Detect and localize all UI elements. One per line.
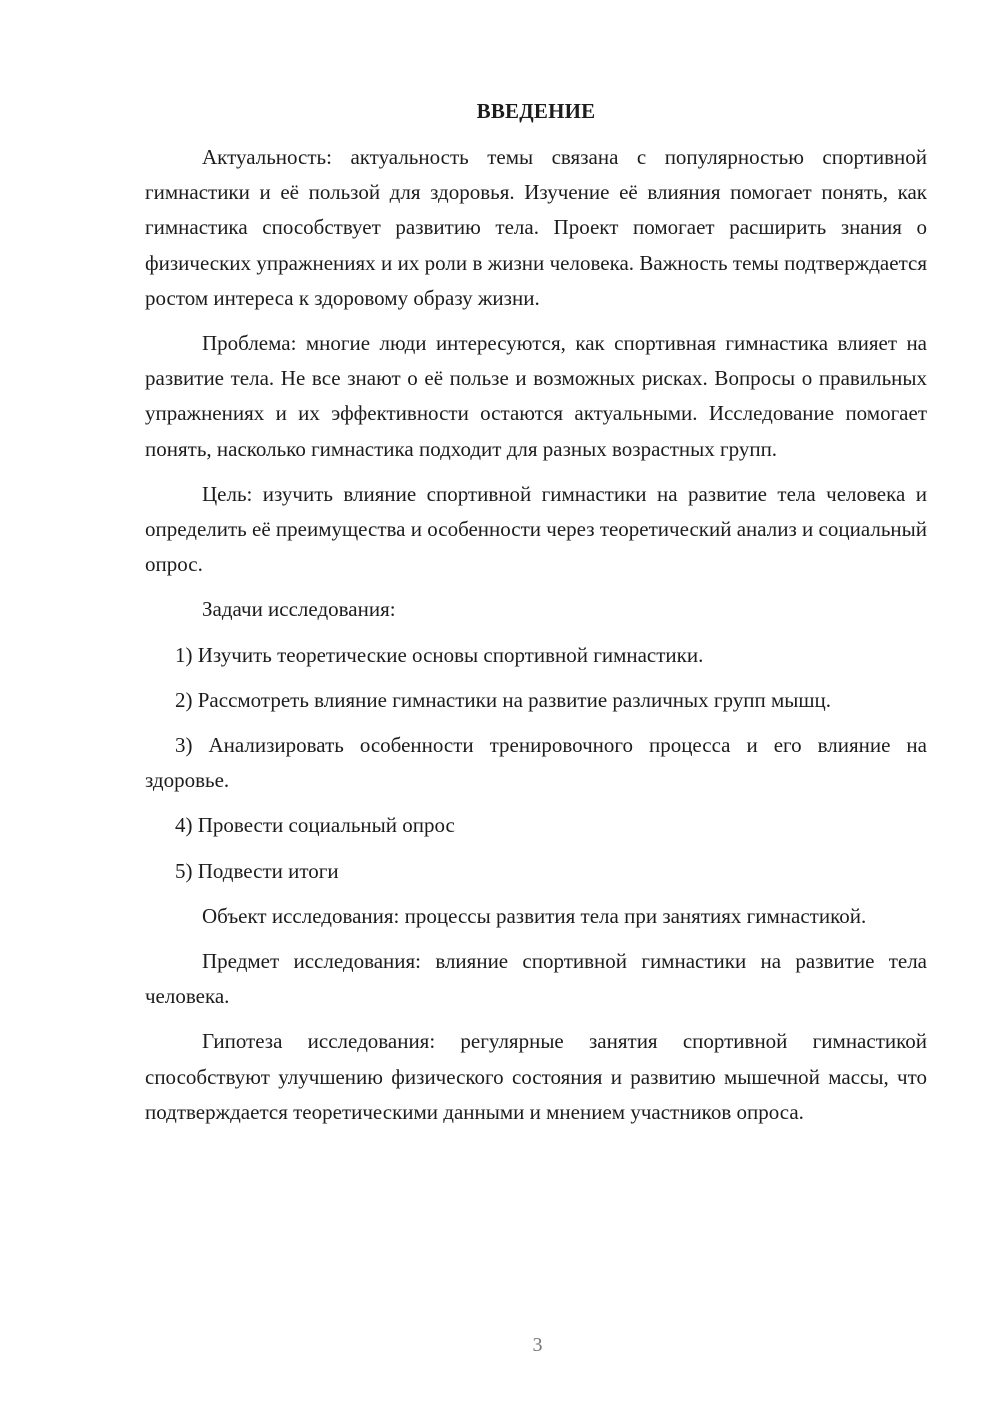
paragraph-subject: Предмет исследования: влияние спортивной гимнастики на развитие тела человека. [145,949,927,1009]
paragraph-goal: Цель: изучить влияние спортивной гимнастики на развитие тела человека и определить её преимущества и особенности через теоретический анализ и социальный опрос. [145,481,927,577]
list-item-task-4: 4) Провести социальный опрос [175,813,455,838]
paragraph-problem: Проблема: многие люди интересуются, как спортивная гимнастика влияет на развитие тела. Не все знают о её пользе и возможных рисках. Вопросы о правильных упражнениях и их эффективности остаются актуальными. Исследование помогает понять, насколько гимнастика подходит для разных возрастных групп. [145,331,927,461]
list-item-task-2: 2) Рассмотреть влияние гимнастики на развитие различных групп мышц. [175,687,832,712]
paragraph-hypothesis: Гипотеза исследования: регулярные занятия спортивной гимнастикой способствуют улучшению физического состояния и развитию мышечной массы, что подтверждается теоретическими данными и мнением участников опроса. [145,1029,927,1124]
document-page [145,96,927,1140]
list-item-task-5: 5) Подвести итоги [175,858,339,883]
page-number: 3 [532,1334,543,1356]
paragraph-object: Объект исследования: процессы развития тела при занятиях гимнастикой. [202,903,867,928]
page-title: ВВЕДЕНИЕ [476,99,596,123]
list-item-task-1: 1) Изучить теоретические основы спортивной гимнастики. [175,642,704,667]
tasks-heading: Задачи исследования: [202,597,396,622]
paragraph-relevance: Актуальность: актуальность темы связана с популярностью спортивной гимнастики и её пользой для здоровья. Изучение её влияния помогает понять, как гимнастика способствует развитию тела. Проект помогает расширить знания о физических упражнениях и их роли в жизни человека. Важность темы подтверждается ростом интереса к здоровому образу жизни. [145,145,927,310]
list-item-task-3: 3) Анализировать особенности тренировочного процесса и его влияние на здоровье. [145,733,927,793]
